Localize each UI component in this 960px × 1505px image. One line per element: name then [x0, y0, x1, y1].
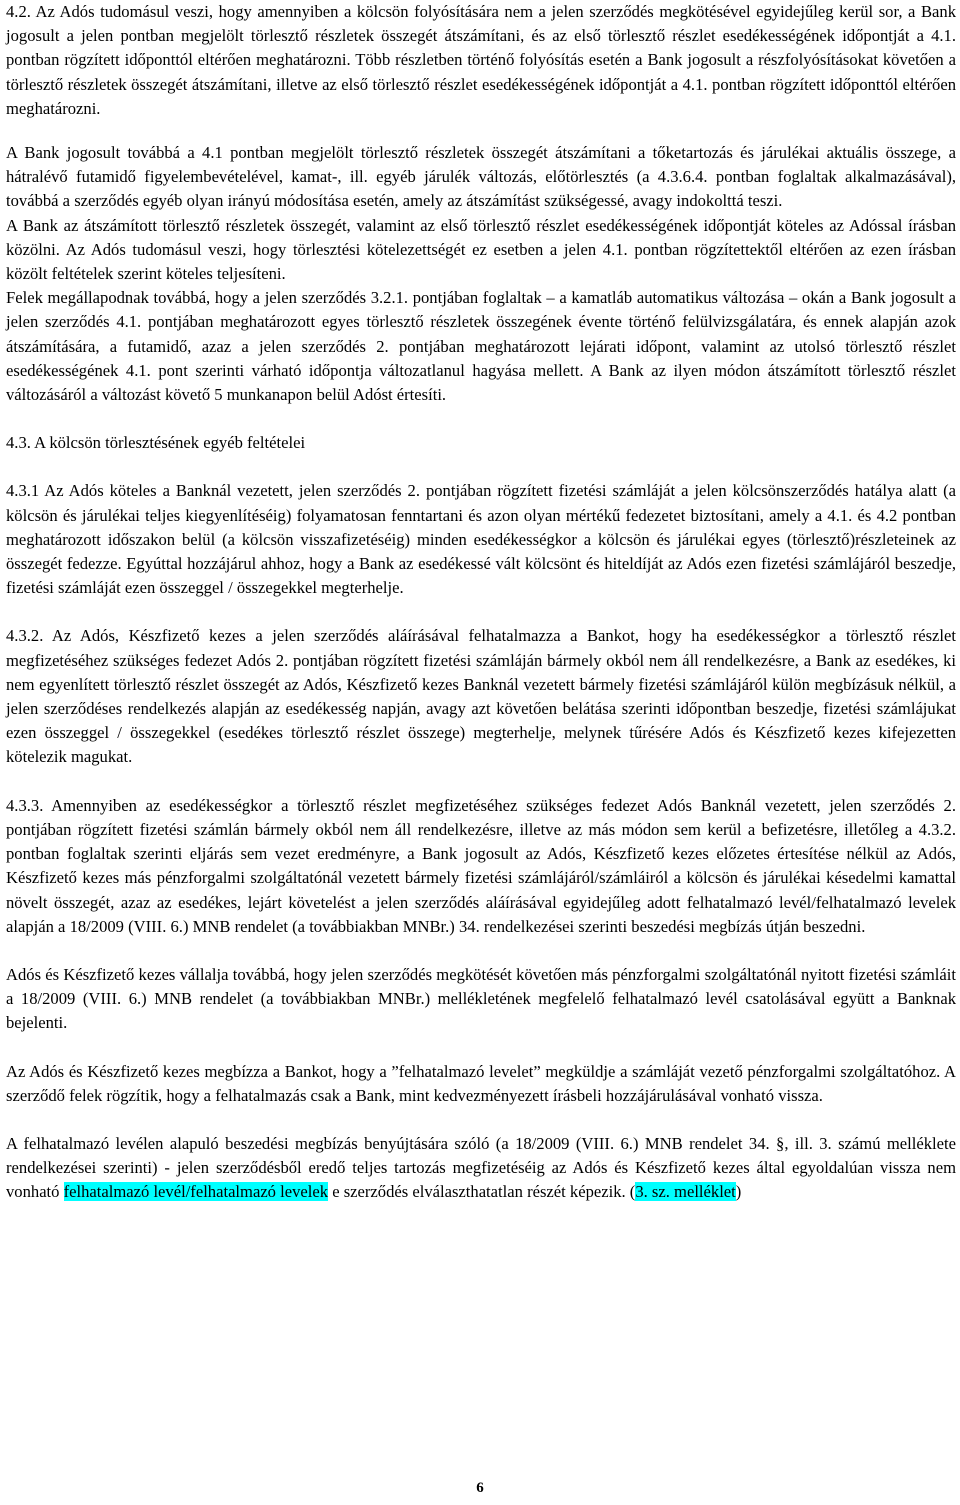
section-heading-4-3: 4.3. A kölcsön törlesztésének egyéb feltételei [6, 433, 306, 453]
text-segment: A felhatalmazó levélen alapuló beszedési megbízás benyújtására szóló (a 18/2009 (VIII. 6.) MNB rendelet 34. §, ill. 3. számú melléklete rendelkezései szerinti) - jelen szerződésből eredő teljes tartozás megfizetéséig az Adós és Készfizető kezes által egyoldalúan vissza nem vonható [6, 1133, 956, 1202]
text-segment: ) [735, 1182, 742, 1202]
page-number: 6 [476, 1480, 484, 1496]
paragraph-notification: A Bank az átszámított törlesztő részletek összegét, valamint az első törlesztő részlet esedékességének időpontját köteles az Adóssal írásban közölni. Az Adós tudomásul veszi, hogy törlesztési kötelezettségét ez esetben a jelen 4.1. pontban rögzítettektől eltérően az ezen írásban közölt feltételek szerint köteles teljesíteni. [6, 215, 956, 284]
highlighted-text: felhatalmazó levél/felhatalmazó levelek [63, 1182, 329, 1202]
document-page [6, 0, 956, 1205]
highlighted-annex-reference: 3. sz. melléklet [635, 1182, 736, 1202]
paragraph-4-3-3: 4.3.3. Amennyiben az esedékességkor a törlesztő részlet megfizetéséhez szükséges fedezet Adós Banknál vezetett, jelen szerződés 2. pontjában rögzített fizetési számlán bármely okból nem áll rendelkezésre, illetve az más módon sem kerül a befizetésre, illetőleg a 4.3.2. pontban foglaltak szerinti eljárás sem vezet eredményre, a Bank jogosult az Adós, Készfizető kezes előzetes értesítése nélkül az Adós, Készfizető kezes más pénzforgalmi szolgáltatónál vezetett bármely fizetési számlájáról/számláiról a kölcsön és járulékai késedelmi kamattal növelt összegét, azaz az esedékes, lejárt követelést a jelen szerződés aláírásával egyidejűleg adott felhatalmazó levél/felhatalmazó levelek alapján a 18/2009 (VIII. 6.) MNB rendelet (a továbbiakban MNBr.) 34. rendelkezései szerinti beszedési megbízás útján beszedni. [6, 795, 956, 936]
paragraph-4-2: 4.2. Az Adós tudomásul veszi, hogy amennyiben a kölcsön folyósítására nem a jelen szerződés megkötésével egyidejűleg kerül sor, a Bank jogosult a jelen pontban megjelölt törlesztő részletek összegét átszámítani, és az első törlesztő részlet esedékességének időpontját a 4.1. pontban rögzített időponttól eltérően meghatározni. Több részletben történő folyósítás esetén a Bank jogosult a részfolyósításokat követően a törlesztő részletek összegét átszámítani, illetve az első törlesztő részlet esedékességének időpontját a 4.1. pontban rögzített időponttól eltérően meghatározni. [6, 2, 956, 118]
paragraph-interest-review: Felek megállapodnak továbbá, hogy a jelen szerződés 3.2.1. pontjában foglaltak – a kamatláb automatikus változása – okán a Bank jogosult a jelen szerződés 4.1. pontjában meghatározott egyes törlesztő részletek összegének évente történő felülvizsgálatára, és ennek alapján azok átszámítására, a futamidő, azaz a jelen szerződés 2. pontjában meghatározott lejárati időpont, valamint az utolsó törlesztő részlet esedékességének 4.1. pont szerinti várható időpontja változatlanul hagyása mellett. A Bank az ilyen módon átszámított törlesztő részlet változásáról a változást követő 5 munkanapon belül Adóst értesíti. [6, 288, 956, 405]
paragraph-4-3-1: 4.3.1 Az Adós köteles a Banknál vezetett, jelen szerződés 2. pontjában rögzített fizetési számláját a jelen kölcsönszerződés hatálya alatt (a kölcsön és járulékai teljes kiegyenlítéséig) folyamatosan fenntartani és azon olyan mértékű fedezetet biztosítani, amely a 4.1. és 4.2 pontban meghatározott időszakon belül (a kölcsön visszafizetéséig) minden esedékességkor a kölcsön és járulékai egyes (törlesztő)részleteinek az összegét fedezze. Egyúttal hozzájárul ahhoz, hogy a Bank az esedékessé vált kölcsönt és hiteldíját az Adós ezen fizetési számlájáról beszedje, fizetési számláját ezen összeggel / összegekkel megterhelje. [6, 481, 956, 598]
text-segment: e szerződés elválaszthatatlan részét képezik. ( [328, 1182, 636, 1202]
paragraph-other-accounts: Adós és Készfizető kezes vállalja továbbá, hogy jelen szerződés megkötését követően más pénzforgalmi szolgáltatónál nyitott fizetési számláit a 18/2009 (VIII. 6.) MNB rendelet (a továbbiakban MNBr.) mellékletének megfelelő felhatalmazó levél csatolásával együtt a Banknak bejelenti. [6, 964, 956, 1033]
paragraph-authorization: Az Adós és Készfizető kezes megbízza a Bankot, hogy a ”felhatalmazó levelet” megküldje a számláját vezető pénzforgalmi szolgáltatóhoz. A szerződő felek rögzítik, hogy a felhatalmazás csak a Bank, mint kedvezményezett írásbeli hozzájárulásával vonható vissza. [6, 1061, 956, 1105]
paragraph-bank-recalculation: A Bank jogosult továbbá a 4.1 pontban megjelölt törlesztő részletek összegét átszámítani a tőketartozás és járulékai aktuális összege, a hátralévő futamidő figyelembevételével, kamat-, ill. egyéb járulék változás, előtörlesztés (a 4.3.6.4. pontban foglaltak alkalmazásával), továbbá a szerződés egyéb olyan irányú módosítása esetén, amely az átszámítást szükségessé, avagy indokolttá teszi. [6, 143, 956, 211]
paragraph-direct-debit [6, 1132, 956, 1205]
paragraph-4-3-2: 4.3.2. Az Adós, Készfizető kezes a jelen szerződés aláírásával felhatalmazza a Bankot, hogy ha esedékességkor a törlesztő részlet megfizetéséhez szükséges fedezet Adós 2. pontjában rögzített fizetési számláján bármely okból nem áll rendelkezésre, a Bank az esedékes, ki nem egyenlített törlesztő részlet összegét az Adós, Készfizető kezes Banknál vezetett bármely fizetési számlájáról külön megbízásuk nélkül, a jelen szerződéses rendelkezés alapján az esedékesség napján, avagy azt követően belátása szerinti időpontban beszedje, fizetési számlájukat ezen összeggel / összegekkel (esedékes törlesztő részlet összege) megterhelje, melynek tűrésére Adós és Készfizető kezes kifejezetten kötelezik magukat. [6, 626, 956, 767]
